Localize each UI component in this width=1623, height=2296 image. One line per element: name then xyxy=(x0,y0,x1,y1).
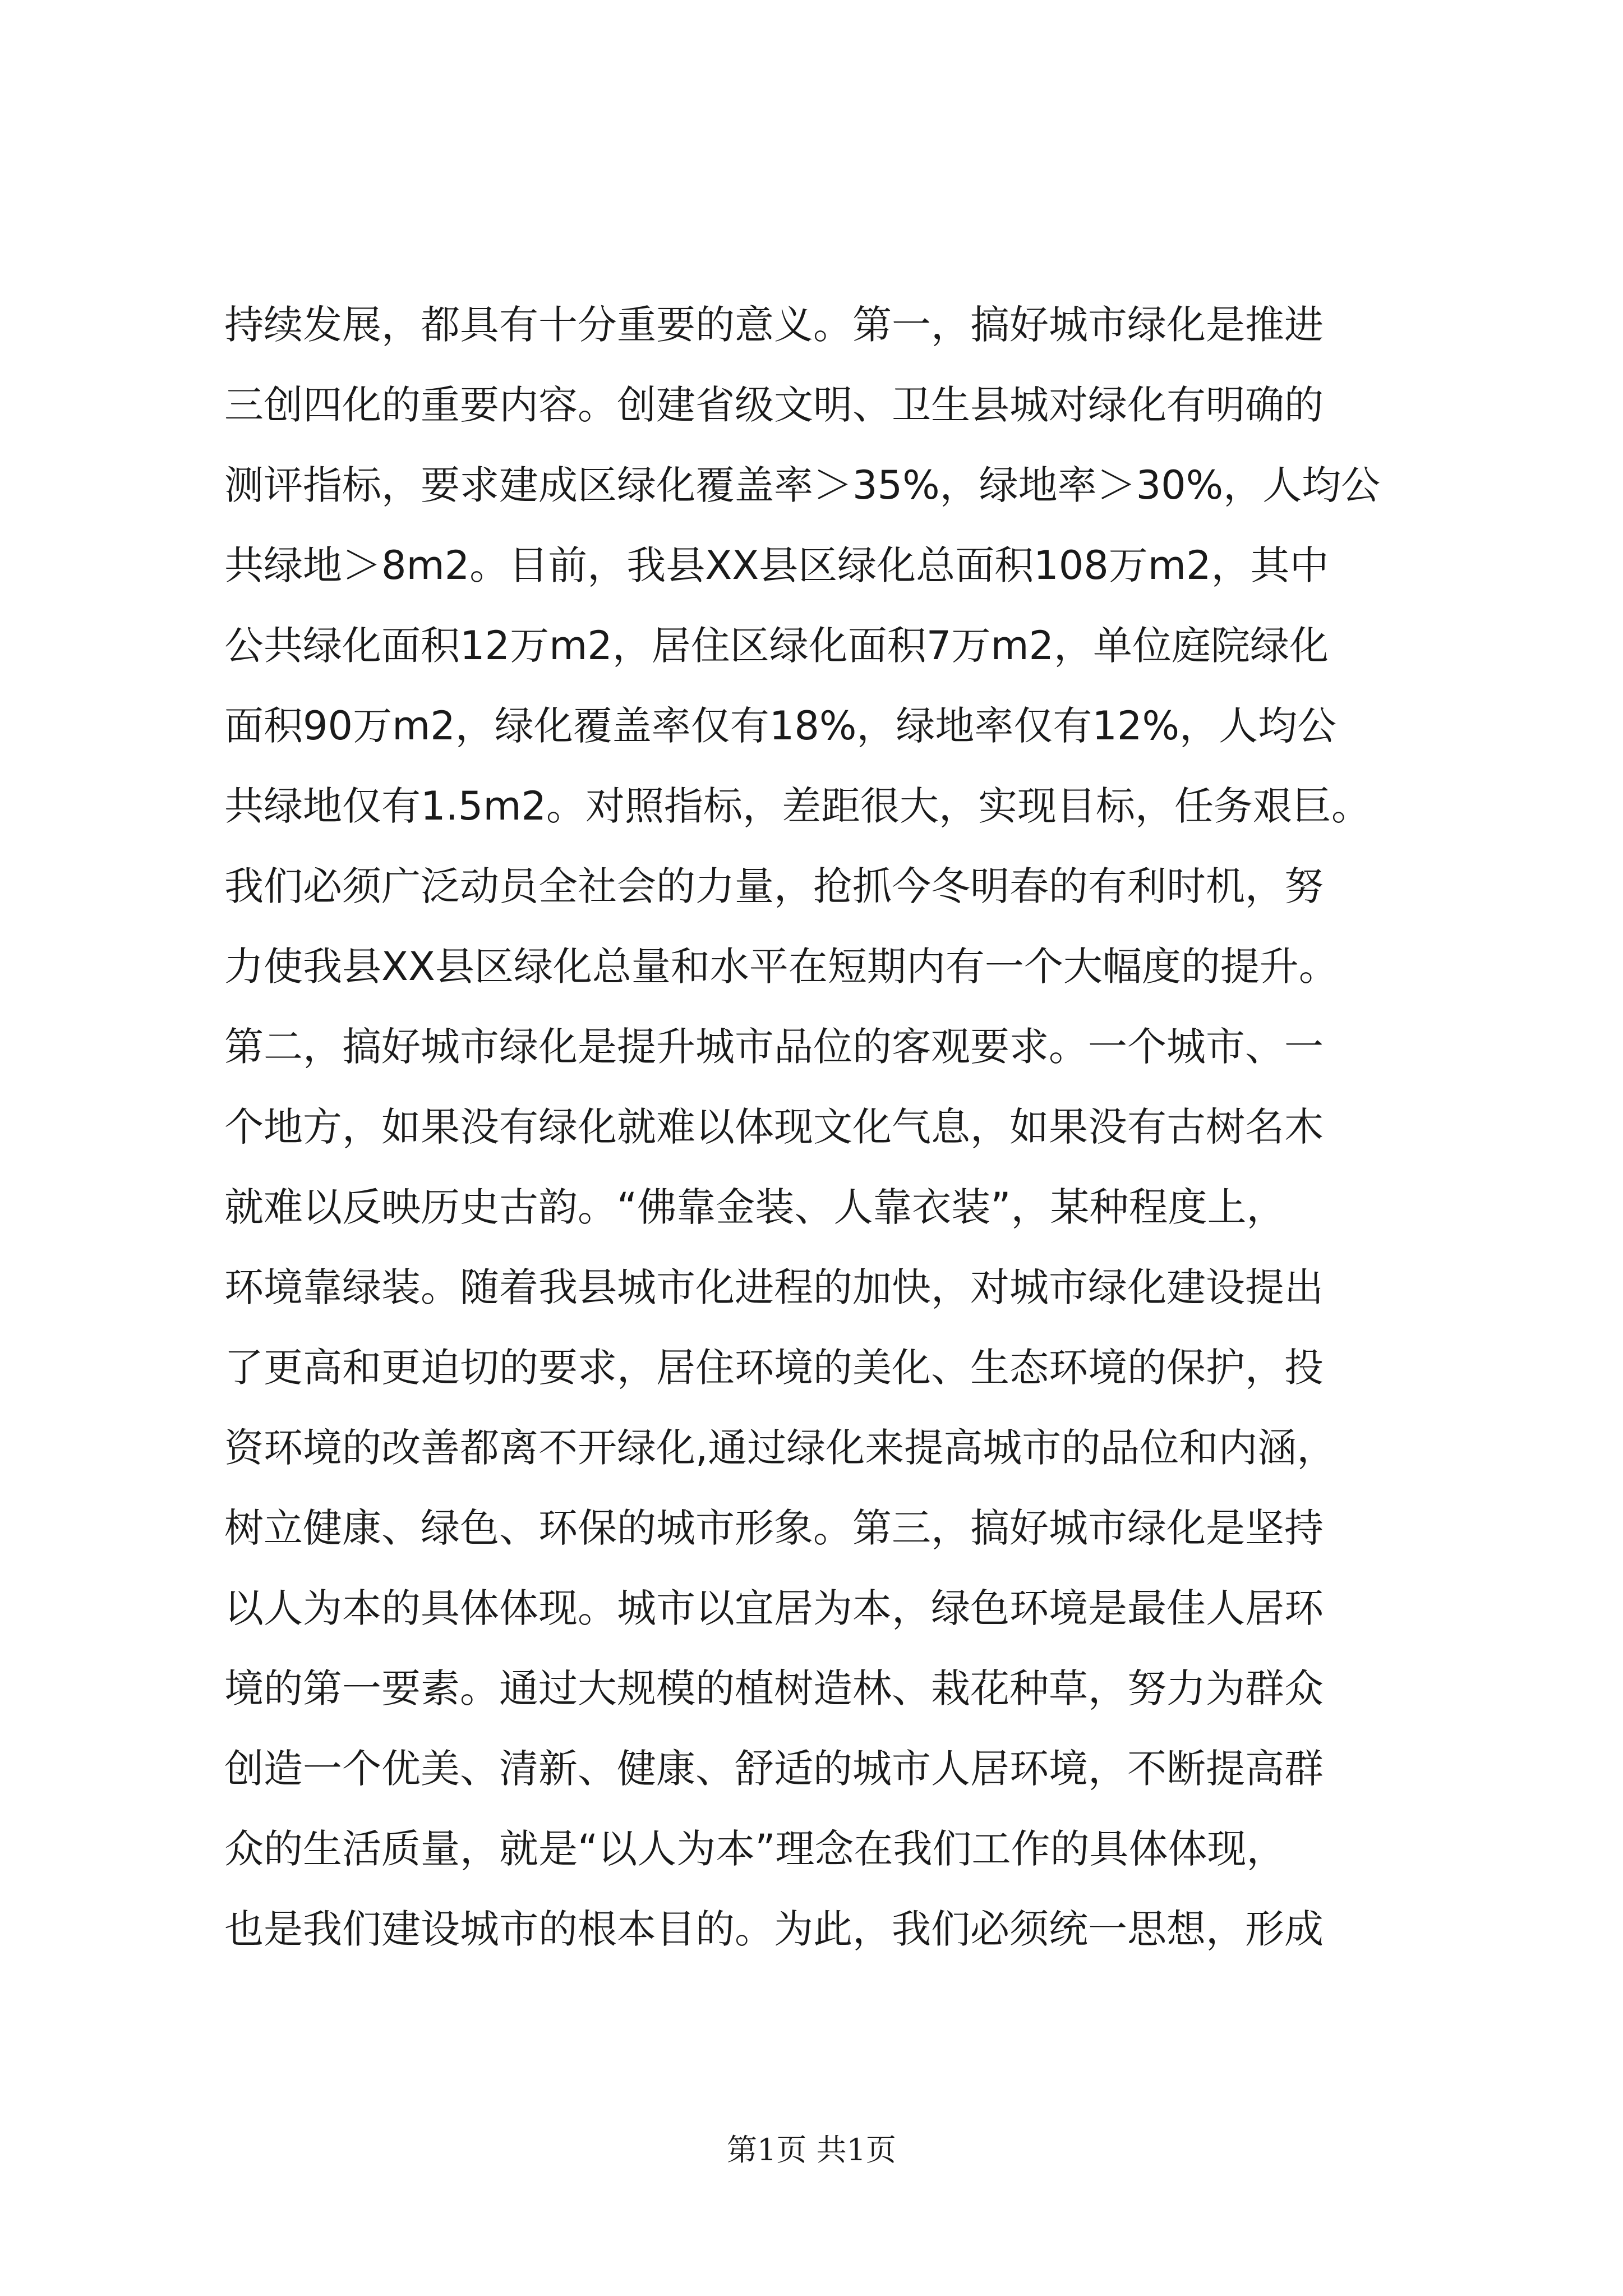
text-line: 就难以反映历史古韵。“佛靠金装、人靠衣装”，某种程度上， xyxy=(224,1184,1286,1230)
text-line: 了更高和更迫切的要求，居住环境的美化、生态环境的保护，投 xyxy=(224,1345,1324,1391)
text-line: 以人为本的具体体现。城市以宜居为本，绿色环境是最佳人居环 xyxy=(224,1585,1324,1631)
text-line: 我们必须广泛动员全社会的力量，抢抓今冬明春的有利时机，努 xyxy=(224,863,1324,909)
text-line: 持续发展，都具有十分重要的意义。第一，搞好城市绿化是推进 xyxy=(224,302,1324,348)
text-line: 面积90万m2，绿化覆盖率仅有18%，绿地率仅有12%，人均公 xyxy=(224,703,1336,749)
page-footer: 第1页 共1页 xyxy=(727,2132,896,2168)
text-line: 共绿地＞8m2。目前，我县XX县区绿化总面积108万m2，其中 xyxy=(224,542,1329,588)
body-text xyxy=(224,285,1402,1970)
text-line: 创造一个优美、清新、健康、舒适的城市人居环境，不断提高群 xyxy=(224,1746,1324,1792)
text-line: 第二，搞好城市绿化是提升城市品位的客观要求。一个城市、一 xyxy=(224,1024,1324,1070)
text-line: 也是我们建设城市的根本目的。为此，我们必须统一思想，形成 xyxy=(224,1906,1324,1952)
text-line: 测评指标，要求建成区绿化覆盖率＞35%，绿地率＞30%，人均公 xyxy=(224,462,1381,508)
text-line: 三创四化的重要内容。创建省级文明、卫生县城对绿化有明确的 xyxy=(224,382,1324,428)
text-line: 树立健康、绿色、环保的城市形象。第三，搞好城市绿化是坚持 xyxy=(224,1505,1324,1551)
text-line: 共绿地仅有1.5m2。对照指标，差距很大，实现目标，任务艰巨。 xyxy=(224,783,1371,829)
text-line: 境的第一要素。通过大规模的植树造林、栽花种草，努力为群众 xyxy=(224,1665,1324,1711)
text-line: 公共绿化面积12万m2，居住区绿化面积7万m2，单位庭院绿化 xyxy=(224,623,1329,669)
text-line: 环境靠绿装。随着我县城市化进程的加快，对城市绿化建设提出 xyxy=(224,1264,1324,1310)
text-line: 力使我县XX县区绿化总量和水平在短期内有一个大幅度的提升。 xyxy=(224,944,1338,990)
text-line: 资环境的改善都离不开绿化,通过绿化来提高城市的品位和内涵， xyxy=(224,1425,1336,1471)
text-line: 众的生活质量，就是“以人为本”理念在我们工作的具体体现， xyxy=(224,1826,1286,1872)
text-line: 个地方，如果没有绿化就难以体现文化气息，如果没有古树名木 xyxy=(224,1104,1324,1150)
